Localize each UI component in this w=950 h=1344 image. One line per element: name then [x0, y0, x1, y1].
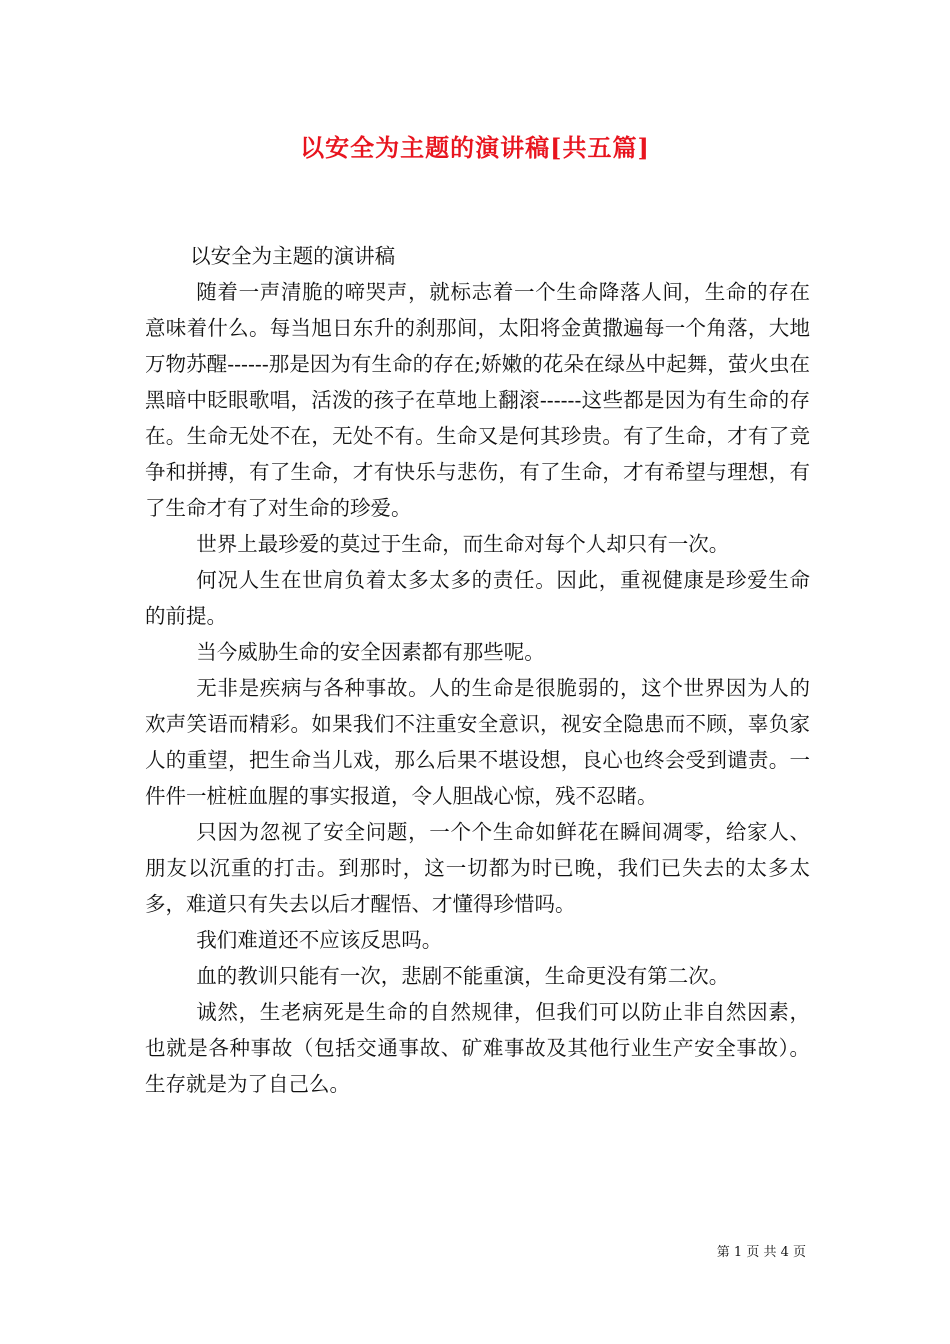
- paragraph-9: 诚然，生老病死是生命的自然规律，但我们可以防止非自然因素，也就是各种事故（包括交通事故、矿难事故及其他行业生产安全事故）。生存就是为了自己么。: [145, 1000, 810, 1096]
- paragraph-3: 何况人生在世肩负着太多太多的责任。因此，重视健康是珍爱生命的前提。: [145, 568, 810, 628]
- document-body: [145, 238, 810, 1102]
- paragraph-8: 血的教训只能有一次，悲剧不能重演，生命更没有第二次。: [196, 964, 730, 988]
- document-title: 以安全为主题的演讲稿[共五篇]: [300, 133, 650, 162]
- document-subtitle: 以安全为主题的演讲稿: [190, 244, 396, 268]
- paragraph-5: 无非是疾病与各种事故。人的生命是很脆弱的，这个世界因为人的欢声笑语而精彩。如果我们不注重安全意识，视安全隐患而不顾，辜负家人的重望，把生命当儿戏，那么后果不堪设想，良心也终会受到谴责。一件件一桩桩血腥的事实报道，令人胆战心惊，残不忍睹。: [145, 676, 810, 808]
- paragraph-4: 当今威胁生命的安全因素都有那些呢。: [196, 640, 545, 664]
- page-number: 第 1 页 共 4 页: [716, 1245, 806, 1260]
- paragraph-7: 我们难道还不应该反思吗。: [196, 928, 443, 952]
- paragraph-1: 随着一声清脆的啼哭声，就标志着一个生命降落人间，生命的存在意味着什么。每当旭日东升的刹那间，太阳将金黄撒遍每一个角落，大地万物苏醒------那是因为有生命的存在;娇嫩的花朵在绿丛中起舞，萤火虫在黑暗中眨眼歌唱，活泼的孩子在草地上翻滚------这些都是因为有生命的存在。生命无处不在，无处不有。生命又是何其珍贵。有了生命，才有了竞争和拼搏，有了生命，才有快乐与悲伤，有了生命，才有希望与理想，有了生命才有了对生命的珍爱。: [145, 280, 810, 520]
- paragraph-2: 世界上最珍爱的莫过于生命，而生命对每个人却只有一次。: [196, 532, 730, 556]
- paragraph-6: 只因为忽视了安全问题，一个个生命如鲜花在瞬间凋零，给家人、朋友以沉重的打击。到那时，这一切都为时已晚，我们已失去的太多太多，难道只有失去以后才醒悟、才懂得珍惜吗。: [145, 820, 810, 916]
